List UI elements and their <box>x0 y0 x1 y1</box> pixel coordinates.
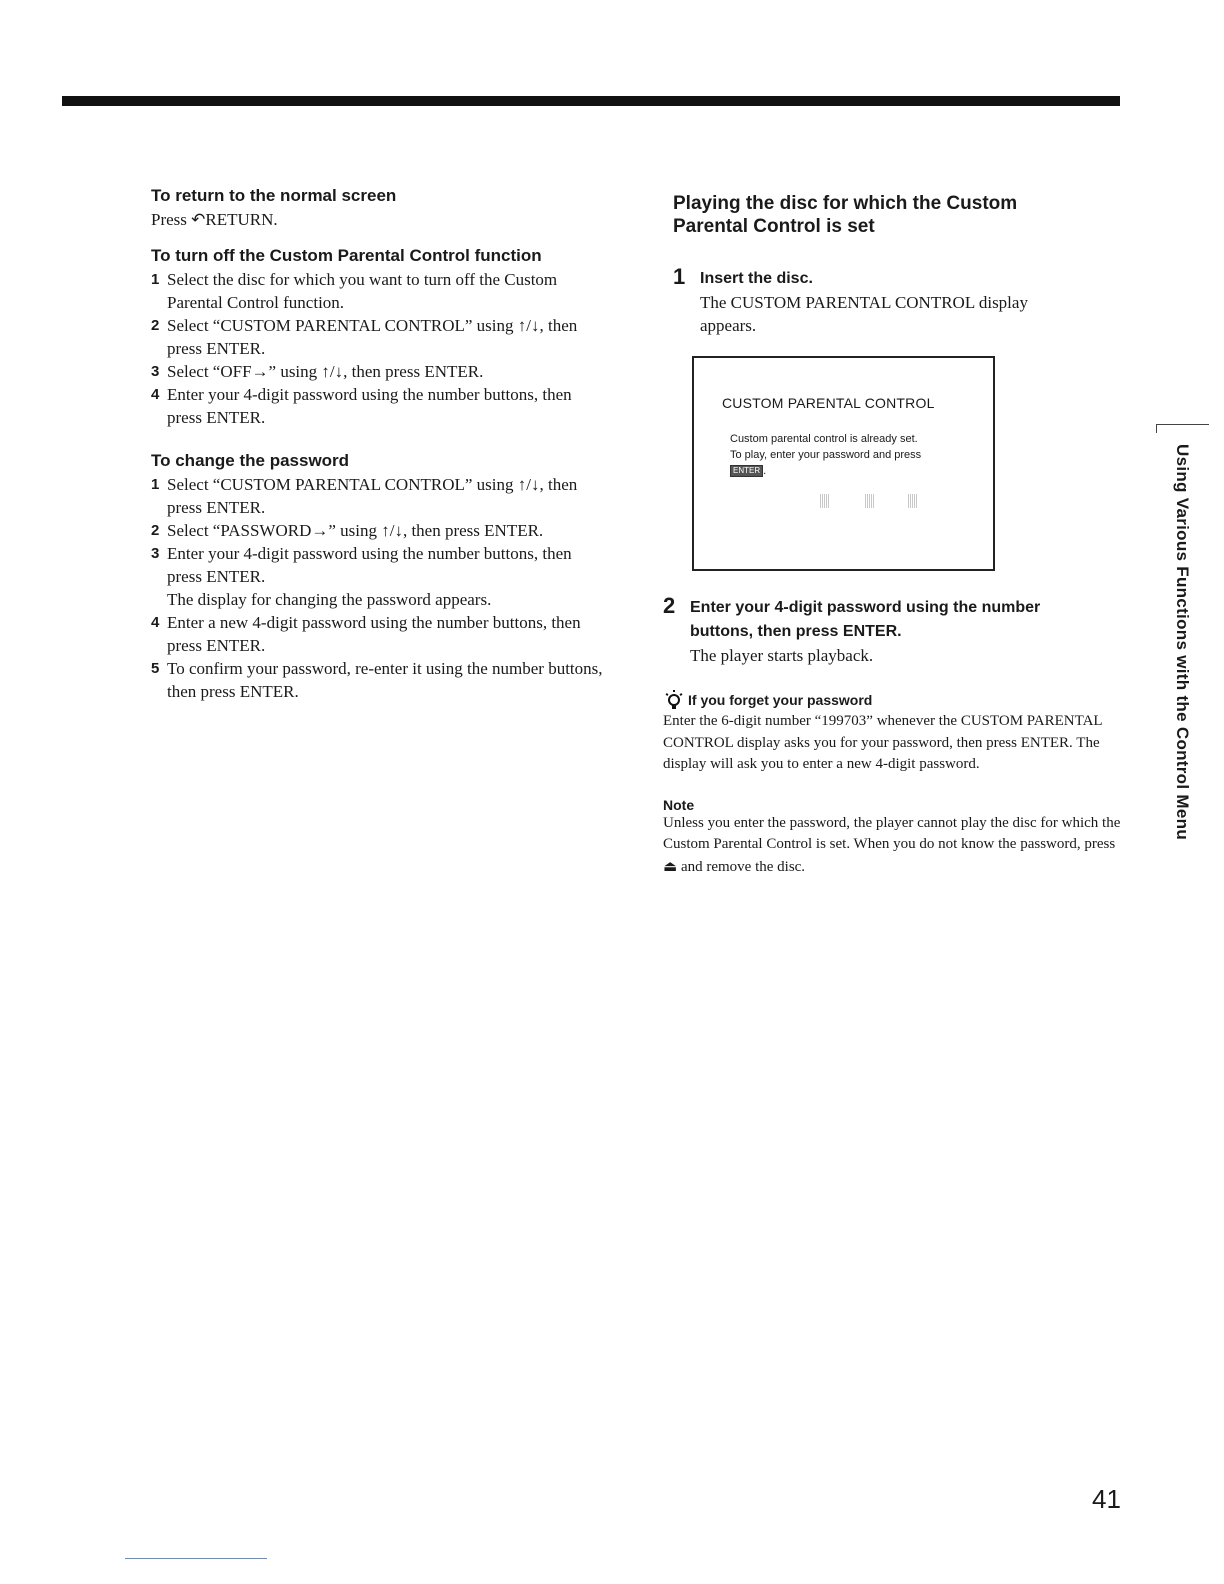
right-column <box>673 192 1123 337</box>
list-item <box>151 314 609 360</box>
side-tab-label: Using Various Functions with the Control Menu <box>1173 444 1192 840</box>
step-text: To confirm your password, re-enter it using the number buttons, then press ENTER. <box>167 659 603 701</box>
tip-text: Enter the 6-digit number “199703” whenever the CUSTOM PARENTAL CONTROL display asks you for your password, then press ENTER. The display will ask you to enter a new 4-digit password. <box>663 713 1103 772</box>
step-number: 2 <box>151 522 160 539</box>
password-digit-placeholder <box>908 494 918 508</box>
screen-title: CUSTOM PARENTAL CONTROL <box>722 395 935 411</box>
list-item <box>151 542 609 611</box>
step-number: 4 <box>151 386 160 403</box>
step-number: 5 <box>151 660 160 677</box>
list-item <box>151 383 609 429</box>
screen-message-end: . <box>763 465 767 477</box>
step-number: 1 <box>151 476 160 493</box>
section-heading: Playing the disc for which the Custom Parental Control is set <box>673 193 1018 237</box>
note-title: Note <box>663 796 695 813</box>
list-item <box>151 611 609 657</box>
step-text: Select “OFF→” using ↑/↓, then press ENTER. <box>167 362 484 381</box>
left-column <box>151 186 609 703</box>
list-item <box>151 519 609 542</box>
step-text: Enter your 4-digit password using the number buttons, then press ENTER. <box>167 385 572 427</box>
side-tab-marker <box>1156 424 1209 433</box>
tip-header <box>663 689 1123 711</box>
step-1-text: The CUSTOM PARENTAL CONTROL display appears. <box>700 293 1028 335</box>
return-text: Press ↶RETURN. <box>151 210 278 229</box>
list-item <box>151 473 609 519</box>
turnoff-steps <box>151 268 609 429</box>
step-1 <box>673 264 1123 337</box>
list-item <box>151 657 609 703</box>
return-heading: To return to the normal screen <box>151 186 397 205</box>
step-number: 2 <box>151 317 160 334</box>
step-text: Enter a new 4-digit password using the number buttons, then press ENTER. <box>167 613 581 655</box>
step-number: 1 <box>151 271 160 288</box>
step-text: Select “PASSWORD→” using ↑/↓, then press ENTER. <box>167 521 544 540</box>
change-heading: To change the password <box>151 451 350 470</box>
list-item <box>151 268 609 314</box>
step-2-text: The player starts playback. <box>690 646 874 665</box>
step-text: Enter your 4-digit password using the number buttons, then press ENTER. <box>167 544 572 586</box>
screen-message-text: Custom parental control is already set. To play, enter your password and press <box>730 433 922 461</box>
step-number: 3 <box>151 363 160 380</box>
step-text: Select the disc for which you want to turn off the Custom Parental Control function. <box>167 270 558 312</box>
step-2 <box>663 593 1123 667</box>
step-number: 3 <box>151 545 160 562</box>
step-1-title: Insert the disc. <box>700 270 813 287</box>
step-1-number: 1 <box>673 264 686 289</box>
bottom-rule <box>125 1558 267 1559</box>
header-rule <box>62 96 1120 106</box>
change-steps <box>151 473 609 703</box>
lightbulb-icon <box>663 689 685 711</box>
enter-key-icon: ENTER <box>730 465 763 477</box>
screen-message <box>730 431 930 479</box>
step-extra-text: The display for changing the password appears. <box>167 590 492 609</box>
note-text-a: Unless you enter the password, the player cannot play the disc for which the Custom Parental Control is set. When you do not know the password, press <box>663 814 1121 852</box>
tip-block <box>663 689 1123 776</box>
note-block <box>663 797 1123 879</box>
password-digit-placeholder <box>865 494 875 508</box>
note-text-b: and remove the disc. <box>677 858 806 875</box>
list-item <box>151 360 609 383</box>
tip-title: If you forget your password <box>688 692 873 708</box>
step-text: Select “CUSTOM PARENTAL CONTROL” using ↑/↓, then press ENTER. <box>167 316 578 358</box>
eject-icon: ⏏ <box>663 856 678 875</box>
turnoff-heading: To turn off the Custom Parental Control function <box>151 246 542 265</box>
step-text: Select “CUSTOM PARENTAL CONTROL” using ↑/↓, then press ENTER. <box>167 475 578 517</box>
right-column-lower <box>663 593 1123 878</box>
password-digit-placeholder <box>820 494 830 508</box>
note-text <box>663 813 1123 879</box>
step-2-title: Enter your 4-digit password using the number buttons, then press ENTER. <box>690 599 1041 640</box>
display-illustration <box>692 356 995 571</box>
step-2-number: 2 <box>663 593 676 618</box>
step-number: 4 <box>151 614 160 631</box>
page-number: 41 <box>1092 1484 1121 1514</box>
